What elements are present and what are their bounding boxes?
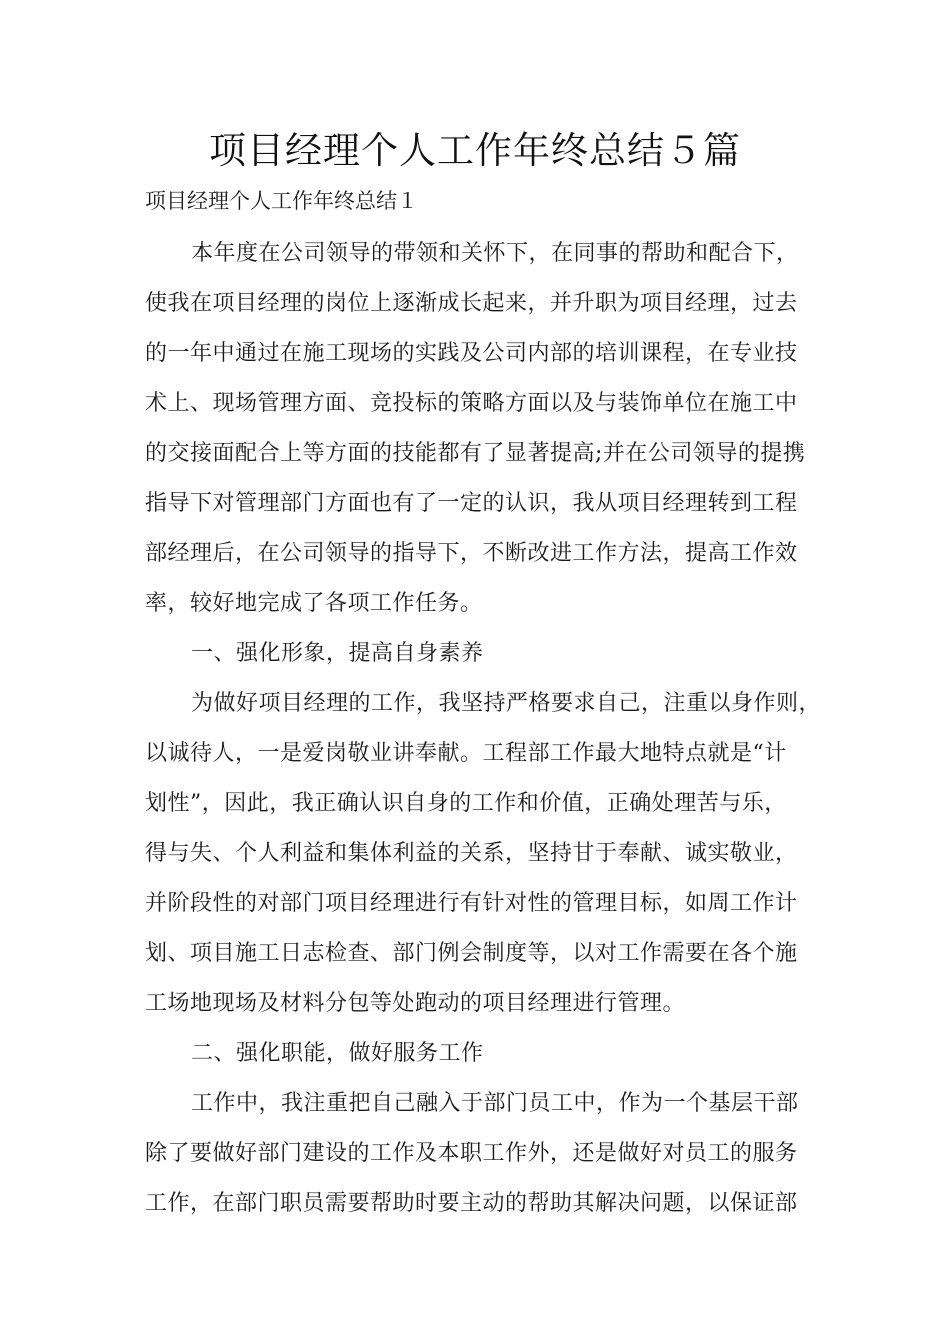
paragraph-line: 使我在项目经理的岗位上逐渐成长起来，并升职为项目经理，过去 <box>145 291 798 316</box>
section-subtitle: 项目经理个人工作年终总结１ <box>145 189 418 213</box>
paragraph-line: 的交接面配合上等方面的技能都有了显著提高;并在公司领导的提携 <box>145 441 806 466</box>
paragraph-line: 术上、现场管理方面、竞投标的策略方面以及与装饰单位在施工中 <box>145 391 798 416</box>
paragraph-line: 划性”，因此，我正确认识自身的工作和价值，正确处理苦与乐， <box>145 791 787 816</box>
document-title: 项目经理个人工作年终总结５篇 <box>209 129 741 172</box>
paragraph-line: 除了要做好部门建设的工作及本职工作外，还是做好对员工的服务 <box>145 1141 798 1166</box>
section-heading: 二、强化职能，做好服务工作 <box>191 1041 484 1066</box>
paragraph-line: 指导下对管理部门方面也有了一定的认识，我从项目经理转到工程 <box>145 491 798 516</box>
paragraph-line: 的一年中通过在施工现场的实践及公司内部的培训课程，在专业技 <box>145 341 798 366</box>
paragraph-line: 工场地现场及材料分包等处跑动的项目经理进行管理。 <box>145 991 686 1016</box>
paragraph-line: 划、项目施工日志检查、部门例会制度等，以对工作需要在各个施 <box>145 941 798 966</box>
paragraph-line: 为做好项目经理的工作，我坚持严格要求自己，注重以身作则， <box>191 691 822 716</box>
document-body <box>145 229 825 1229</box>
paragraph-line: 工作，在部门职员需要帮助时要主动的帮助其解决问题，以保证部 <box>145 1191 798 1216</box>
section-heading: 一、强化形象，提高自身素养 <box>191 641 484 666</box>
paragraph-line: 并阶段性的对部门项目经理进行有针对性的管理目标，如周工作计 <box>145 891 798 916</box>
paragraph-line: 以诚待人，一是爱岗敬业讲奉献。工程部工作最大地特点就是“计 <box>145 741 787 766</box>
paragraph-line: 得与失、个人利益和集体利益的关系，坚持甘于奉献、诚实敬业， <box>145 841 798 866</box>
paragraph-line: 部经理后，在公司领导的指导下，不断改进工作方法，提高工作效 <box>145 541 798 566</box>
paragraph-line: 工作中，我注重把自己融入于部门员工中，作为一个基层干部 <box>191 1091 799 1116</box>
paragraph-line: 率，较好地完成了各项工作任务。 <box>145 591 483 616</box>
paragraph-line: 本年度在公司领导的带领和关怀下，在同事的帮助和配合下， <box>191 241 799 266</box>
